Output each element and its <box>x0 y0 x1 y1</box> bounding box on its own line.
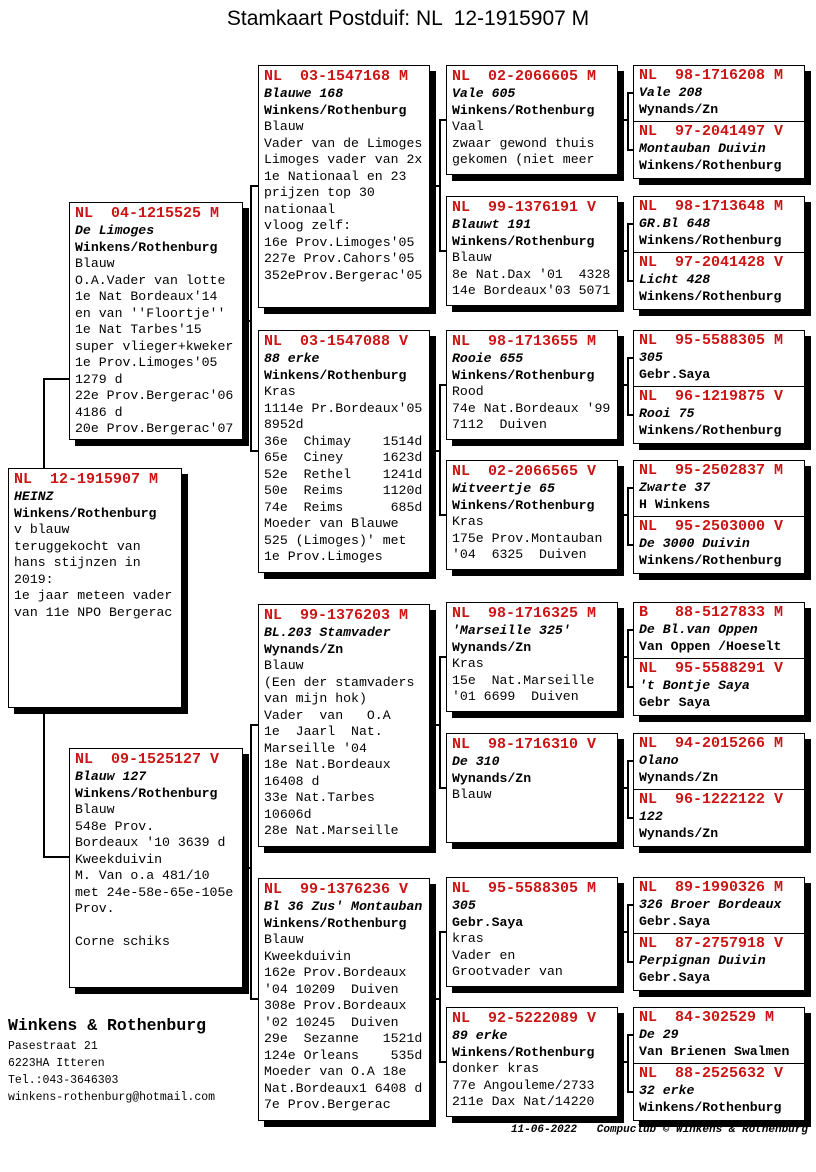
ring-number: NL 99-1376236 V <box>264 881 409 898</box>
pigeon-name: 305 <box>452 898 476 913</box>
pigeon-name: Blauwt 191 <box>452 217 532 232</box>
connector-line <box>439 656 441 789</box>
breeder-name: Wynands/Zn <box>639 825 719 841</box>
pigeon-name: 89 erke <box>452 1028 508 1043</box>
detail-line: Blauw <box>452 787 492 802</box>
detail-line: vloog zelf: <box>264 218 352 233</box>
detail-line: Limoges vader van 2x <box>264 152 423 167</box>
breeder-name: Wynands/Zn <box>452 639 532 655</box>
connector-line <box>439 384 441 516</box>
pigeon-name: 122 <box>639 809 663 824</box>
detail-line: 8e Nat.Dax '01 4328 <box>452 266 611 282</box>
detail-line: gekomen (niet meer <box>452 152 595 167</box>
breeder-name: Winkens/Rothenburg <box>639 1099 782 1115</box>
detail-line: 74e Nat.Bordeaux '99 <box>452 400 611 416</box>
pedigree-unit-1 <box>633 65 805 179</box>
pigeon-name: Rooi 75 <box>639 406 695 421</box>
detail-line: Blauw <box>75 256 115 271</box>
pigeon-name: 32 erke <box>639 1083 695 1098</box>
owner-address-line: Pasestraat 21 <box>8 1040 98 1053</box>
breeder-name: Winkens/Rothenburg <box>452 233 595 249</box>
detail-line: Vaal <box>452 119 484 134</box>
pigeon-name: De 3000 Duivin <box>639 536 750 551</box>
pigeon-name: De Limoges <box>75 223 155 238</box>
detail-line: 1e jaar meteen vader <box>14 588 173 603</box>
pigeon-name: De 310 <box>452 754 500 769</box>
pedigree-box-gen4-1 <box>446 65 618 175</box>
ring-number: NL 88-2525632 V <box>639 1065 784 1082</box>
pedigree-unit-8 <box>633 1007 805 1121</box>
detail-line: 227e Prov.Cahors'05 <box>264 251 415 266</box>
ring-number: NL 03-1547088 V <box>264 333 409 350</box>
detail-line: 1e Nationaal en 23 <box>264 168 407 184</box>
detail-line: '04 6325 Duiven <box>452 547 587 562</box>
detail-line: 308e Prov.Bordeaux <box>264 998 407 1013</box>
pedigree-unit-5 <box>633 602 805 716</box>
breeder-name: Van Oppen /Hoeselt <box>639 638 782 654</box>
detail-line: 162e Prov.Bordeaux <box>264 965 407 980</box>
pedigree-box-gen3-3 <box>258 604 430 847</box>
owner-name: Winkens & Rothenburg <box>8 1016 207 1035</box>
ring-number: NL 94-2015266 M <box>639 735 784 752</box>
ring-number: NL 97-2041428 V <box>639 254 784 271</box>
pigeon-name: Bl 36 Zus' Montauban <box>264 899 423 914</box>
detail-line: teruggekocht van <box>14 538 141 554</box>
breeder-name: Winkens/Rothenburg <box>639 552 782 568</box>
pigeon-name: Montauban Duivin <box>639 141 766 156</box>
pigeon-name: Blauwe 168 <box>264 86 344 101</box>
detail-line: Blauw <box>264 658 304 673</box>
pedigree-unit-6 <box>633 733 805 847</box>
detail-line: Kras <box>264 384 296 399</box>
ring-number: NL 98-1713648 M <box>639 198 784 215</box>
connector-line <box>627 760 629 819</box>
pedigree-box-gen4-2 <box>446 196 618 306</box>
detail-line: 1e Prov.Limoges <box>264 549 383 564</box>
detail-line: 1279 d <box>75 371 123 387</box>
ring-number: NL 02-2066605 M <box>452 68 597 85</box>
ring-number: NL 95-2502837 M <box>639 462 784 479</box>
detail-line: donker kras <box>452 1061 540 1076</box>
breeder-name: Winkens/Rothenburg <box>264 915 407 931</box>
pigeon-name: 305 <box>639 350 663 365</box>
detail-line: 1e Prov.Limoges'05 <box>75 355 218 370</box>
ring-number: NL 98-1716310 V <box>452 736 597 753</box>
detail-line: '04 10209 Duiven <box>264 981 399 997</box>
breeder-name: Winkens/Rothenburg <box>264 367 407 383</box>
owner-phone: Tel.:043-3646303 <box>8 1074 119 1087</box>
pigeon-name: 'Marseille 325' <box>452 623 571 638</box>
pigeon-name: Witveertje 65 <box>452 481 555 496</box>
detail-line: 65e Ciney 1623d <box>264 450 423 465</box>
pedigree-unit-4 <box>633 460 805 574</box>
pigeon-name: GR.Bl 648 <box>639 216 711 231</box>
detail-line: Kweekduivin <box>75 851 163 867</box>
pedigree-box-gen4-8 <box>446 1007 618 1117</box>
pedigree-box-gen5-16 <box>634 1063 804 1119</box>
owner-email: winkens-rothenburg@hotmail.com <box>8 1091 216 1104</box>
breeder-name: Gebr Saya <box>639 694 711 710</box>
footer-credit: 11-06-2022 Compuclub © Winkens & Rothenburg <box>510 1124 808 1136</box>
connector-line <box>250 186 252 452</box>
detail-line: Nat.Bordeaux1 6408 d <box>264 1080 423 1096</box>
pedigree-box-gen5-10 <box>634 658 804 714</box>
pedigree-box-gen5-12 <box>634 789 804 845</box>
detail-line: zwaar gewond thuis <box>452 135 595 151</box>
pigeon-name: 88 erke <box>264 351 320 366</box>
detail-line: '02 10245 Duiven <box>264 1014 399 1030</box>
ring-number: NL 99-1376203 M <box>264 607 409 624</box>
detail-line: 1e Jaarl Nat. <box>264 724 383 739</box>
breeder-name: Gebr.Saya <box>639 913 711 929</box>
detail-line: 52e Rethel 1241d <box>264 466 423 482</box>
breeder-name: Winkens/Rothenburg <box>639 157 782 173</box>
breeder-name: Winkens/Rothenburg <box>639 232 782 248</box>
breeder-name: Gebr.Saya <box>639 969 711 985</box>
detail-line: Blauw <box>452 250 492 265</box>
detail-line: 16408 d <box>264 773 320 789</box>
detail-line: 1e Nat Tarbes'15 <box>75 322 202 337</box>
detail-line: 352eProv.Bergerac'05 <box>264 267 423 283</box>
breeder-name: H Winkens <box>639 496 711 512</box>
detail-line: 525 (Limoges)' met <box>264 532 407 548</box>
detail-line: Grootvader van <box>452 964 563 979</box>
pedigree-box-gen5-14 <box>634 933 804 989</box>
breeder-name: Winkens/Rothenburg <box>14 505 157 521</box>
pedigree-box-subject <box>8 468 182 708</box>
pedigree-box-gen3-2 <box>258 330 430 573</box>
detail-line: 29e Sezanne 1521d <box>264 1031 423 1046</box>
detail-line: met 24e-58e-65e-105e <box>75 884 234 900</box>
ring-number: NL 92-5222089 V <box>452 1010 597 1027</box>
detail-line: hans stijnzen in <box>14 555 141 570</box>
detail-line: 7e Prov.Bergerac <box>264 1097 391 1112</box>
pigeon-name: Licht 428 <box>639 272 711 287</box>
detail-line: v blauw <box>14 522 70 537</box>
pigeon-name: Vale 208 <box>639 85 703 100</box>
detail-line: Prov. <box>75 901 115 916</box>
ring-number: NL 04-1215525 M <box>75 205 220 222</box>
owner-address-line: 6223HA Itteren <box>8 1057 105 1070</box>
detail-line: 124e Orleans 535d <box>264 1047 423 1063</box>
detail-line: van 11e NPO Bergerac <box>14 604 173 620</box>
detail-line: 16e Prov.Limoges'05 <box>264 234 415 250</box>
detail-line: Blauw <box>75 802 115 817</box>
detail-line: 74e Reims 685d <box>264 499 423 515</box>
ring-number: NL 96-1219875 V <box>639 388 784 405</box>
pedigree-unit-7 <box>633 877 805 991</box>
detail-line: Kweekduivin <box>264 948 352 964</box>
connector-line <box>627 357 629 416</box>
detail-line: M. Van o.a 481/10 <box>75 868 210 883</box>
detail-line: Rood <box>452 384 484 399</box>
detail-line: kras <box>452 931 484 946</box>
pedigree-box-gen5-6 <box>634 386 804 442</box>
detail-line: Vader van de Limoges <box>264 135 423 151</box>
pedigree-unit-3 <box>633 330 805 444</box>
connector-line <box>627 904 629 963</box>
detail-line: O.A.Vader van lotte <box>75 272 226 288</box>
breeder-name: Gebr.Saya <box>452 914 524 930</box>
detail-line: 77e Angouleme/2733 <box>452 1077 595 1093</box>
detail-line: Moeder van O.A 18e <box>264 1064 407 1079</box>
pedigree-box-father <box>69 202 243 440</box>
detail-line: en van ''Floortje'' <box>75 305 226 321</box>
breeder-name: Winkens/Rothenburg <box>452 102 595 118</box>
ring-number: NL 97-2041497 V <box>639 123 784 140</box>
detail-line: 28e Nat.Marseille <box>264 823 399 838</box>
breeder-name: Van Brienen Swalmen <box>639 1043 790 1059</box>
detail-line: '01 6699 Duiven <box>452 689 579 704</box>
breeder-name: Wynands/Zn <box>639 769 719 785</box>
pedigree-box-gen3-4 <box>258 878 430 1121</box>
ring-number: NL 87-2757918 V <box>639 935 784 952</box>
detail-line: prijzen top 30 <box>264 185 375 200</box>
breeder-name: Wynands/Zn <box>264 641 344 657</box>
pedigree-box-gen5-1 <box>634 66 804 121</box>
ring-number: NL 95-5588305 M <box>639 332 784 349</box>
detail-line: 7112 Duiven <box>452 417 547 432</box>
pedigree-box-mother <box>69 748 243 988</box>
pigeon-name: Vale 605 <box>452 86 516 101</box>
pigeon-name: De Bl.van Oppen <box>639 622 758 637</box>
breeder-name: Winkens/Rothenburg <box>75 785 218 801</box>
ring-number: NL 98-1716325 M <box>452 605 597 622</box>
detail-line: Corne schiks <box>75 934 170 949</box>
detail-line: Moeder van Blauwe <box>264 516 399 531</box>
detail-line: Blauw <box>264 932 304 947</box>
connector-line <box>627 223 629 282</box>
breeder-name: Wynands/Zn <box>639 101 719 117</box>
ring-number: NL 03-1547168 M <box>264 68 409 85</box>
detail-line: Vader en <box>452 947 516 963</box>
ring-number: NL 09-1525127 V <box>75 751 220 768</box>
ring-number: NL 95-5588291 V <box>639 660 784 677</box>
ring-number: NL 98-1716208 M <box>639 67 784 84</box>
owner-block <box>8 1014 215 1106</box>
pedigree-box-gen4-7 <box>446 877 618 987</box>
connector-line <box>627 629 629 688</box>
connector-line <box>627 487 629 546</box>
ring-number: NL 99-1376191 V <box>452 199 597 216</box>
pedigree-box-gen5-15 <box>634 1008 804 1063</box>
page-title: Stamkaart Postduif: NL 12-1915907 M <box>226 7 590 30</box>
pigeon-name: Perpignan Duivin <box>639 953 766 968</box>
pedigree-box-gen5-2 <box>634 121 804 177</box>
detail-line: 50e Reims 1120d <box>264 483 423 498</box>
detail-line: 548e Prov. <box>75 818 155 834</box>
pedigree-unit-2 <box>633 196 805 310</box>
connector-line <box>439 119 441 252</box>
pigeon-name: 326 Broer Bordeaux <box>639 897 782 912</box>
detail-line: 10606d <box>264 806 312 822</box>
detail-line: Bordeaux '10 3639 d <box>75 835 226 850</box>
detail-line: 15e Nat.Marseille <box>452 672 595 688</box>
detail-line: 211e Dax Nat/14220 <box>452 1094 595 1109</box>
connector-line <box>250 724 252 1000</box>
detail-line: 22e Prov.Bergerac'06 <box>75 388 234 403</box>
pedigree-box-gen5-5 <box>634 331 804 386</box>
pigeon-name: HEINZ <box>14 489 54 504</box>
detail-line: 20e Prov.Bergerac'07 <box>75 421 234 436</box>
ring-number: NL 84-302529 M <box>639 1009 775 1026</box>
pedigree-box-gen5-3 <box>634 197 804 252</box>
breeder-name: Winkens/Rothenburg <box>452 367 595 383</box>
pigeon-name: Olano <box>639 753 679 768</box>
pedigree-box-gen4-3 <box>446 330 618 440</box>
pigeon-name: Blauw 127 <box>75 769 147 784</box>
detail-line: 1114e Pr.Bordeaux'05 <box>264 400 423 416</box>
pedigree-box-gen4-6 <box>446 733 618 843</box>
pedigree-box-gen5-7 <box>634 461 804 516</box>
pedigree-box-gen5-11 <box>634 734 804 789</box>
connector-line <box>627 1034 629 1093</box>
pigeon-name: Rooie 655 <box>452 351 524 366</box>
detail-line: 2019: <box>14 571 54 587</box>
ring-number: NL 95-5588305 M <box>452 880 597 897</box>
pedigree-box-gen5-9 <box>634 603 804 658</box>
detail-line: 14e Bordeaux'03 5071 <box>452 283 611 298</box>
pigeon-name: Zwarte 37 <box>639 480 711 495</box>
detail-line: (Een der stamvaders <box>264 674 415 690</box>
detail-line: Kras <box>452 656 484 671</box>
pedigree-box-gen5-8 <box>634 516 804 572</box>
detail-line: 1e Nat Bordeaux'14 <box>75 289 218 304</box>
detail-line: Marseille '04 <box>264 740 367 756</box>
detail-line: Blauw <box>264 119 304 134</box>
pedigree-box-gen4-4 <box>446 460 618 570</box>
breeder-name: Winkens/Rothenburg <box>639 288 782 304</box>
detail-line: nationaal <box>264 201 336 217</box>
connector-line <box>627 92 629 151</box>
detail-line <box>75 918 237 935</box>
pigeon-name: BL.203 Stamvader <box>264 625 391 640</box>
connector-line <box>43 378 71 380</box>
detail-line: 33e Nat.Tarbes <box>264 790 375 805</box>
breeder-name: Winkens/Rothenburg <box>452 1044 595 1060</box>
detail-line: 175e Prov.Montauban <box>452 530 603 546</box>
detail-line: Kras <box>452 514 484 529</box>
breeder-name: Gebr.Saya <box>639 366 711 382</box>
ring-number: NL 95-2503000 V <box>639 518 784 535</box>
ring-number: B 88-5127833 M <box>639 604 784 621</box>
connector-line <box>439 931 441 1063</box>
ring-number: NL 96-1222122 V <box>639 791 784 808</box>
pigeon-name: De 29 <box>639 1027 679 1042</box>
breeder-name: Wynands/Zn <box>452 770 532 786</box>
detail-line: Vader van O.A <box>264 707 391 723</box>
detail-line: van mijn hok) <box>264 691 367 706</box>
detail-line: 8952d <box>264 417 304 432</box>
pedigree-box-gen5-13 <box>634 878 804 933</box>
ring-number: NL 98-1713655 M <box>452 333 597 350</box>
detail-line: 36e Chimay 1514d <box>264 433 423 449</box>
ring-number: NL 12-1915907 M <box>14 471 159 488</box>
pigeon-name: 't Bontje Saya <box>639 678 750 693</box>
detail-line: 18e Nat.Bordeaux <box>264 757 391 772</box>
pedigree-box-gen3-1 <box>258 65 430 308</box>
breeder-name: Winkens/Rothenburg <box>264 102 407 118</box>
detail-line: super vlieger+kweker <box>75 338 234 354</box>
breeder-name: Winkens/Rothenburg <box>452 497 595 513</box>
breeder-name: Winkens/Rothenburg <box>75 239 218 255</box>
pedigree-box-gen4-5 <box>446 602 618 712</box>
ring-number: NL 89-1990326 M <box>639 879 784 896</box>
pedigree-box-gen5-4 <box>634 252 804 308</box>
connector-line <box>43 856 71 858</box>
ring-number: NL 02-2066565 V <box>452 463 597 480</box>
breeder-name: Winkens/Rothenburg <box>639 422 782 438</box>
detail-line: 4186 d <box>75 404 123 420</box>
